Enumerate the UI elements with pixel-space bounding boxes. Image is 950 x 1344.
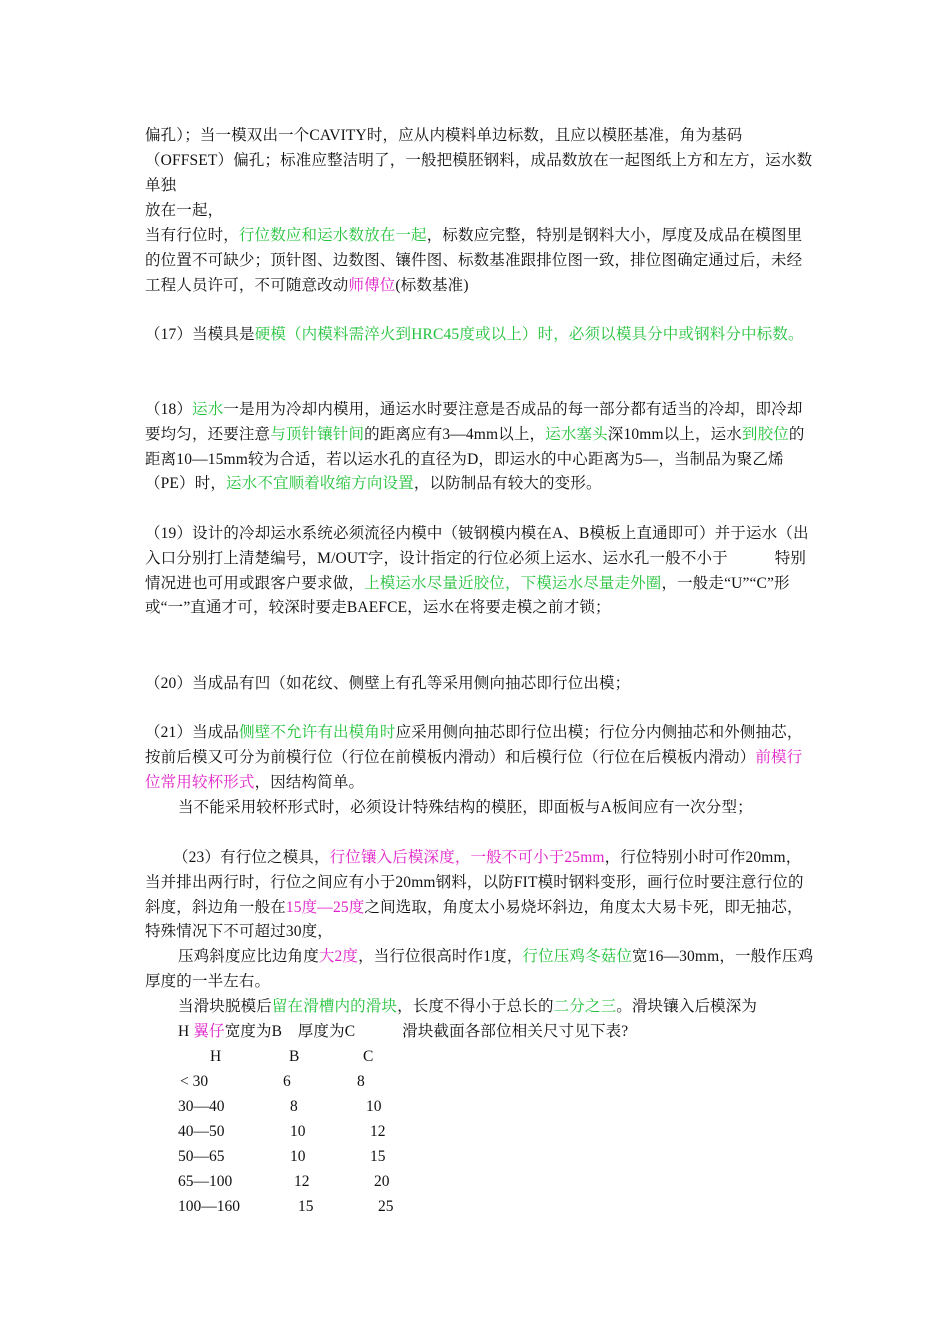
table-cell: 25 [378,1198,394,1215]
text-run: ，以防制品有较大的变形。 [413,475,602,493]
text-run: 运水塞头 [545,425,608,443]
table-cell: 12 [294,1173,310,1190]
text-run: 与顶针镶针间 [270,425,365,443]
table-cell: 65—100 [178,1173,233,1190]
table-cell: 6 [283,1073,291,1090]
text-run: 深10mm以上，运水 [607,425,742,443]
text-run: 大2度 [318,948,359,965]
text-run: 宽16—30mm，一般作压鸡厚度的一半左右。 [145,948,814,990]
paragraph-21 [145,721,815,795]
text-run: 一是用为冷却内模用，通运水时要注意是否成品的每一部分都有适当的冷却，即冷却要均匀，还要注意 [145,401,803,443]
paragraph-slider-numbering [145,224,815,298]
text-run: 上模运水尽量近胶位，下模运水尽量走外圈 [364,574,662,592]
text-run: 15度—25度 [285,898,365,916]
text-run: （21）当成品 [145,724,240,741]
paragraph-17 [145,323,815,348]
text-run: （18） [145,401,193,418]
paragraph-19 [145,522,815,621]
table-cell: 50—65 [178,1148,225,1165]
table-cell: 30—40 [178,1098,225,1115]
text-run: 硬模（内模料需淬火到HRC45度或以上）时，必须以模具分中或钢料分中标数。 [254,326,804,343]
text-run: 之间选取，角度太小易烧坏斜边，角度太大易卡死，即无抽芯，特殊情况下不可超过30度， [145,898,803,941]
table-cell: 100—160 [178,1198,240,1215]
text-run: 前模行位常用较杯形式 [145,748,803,791]
text-run: 压鸡斜度应比边角度 [178,948,319,965]
table-cell: 10 [290,1148,306,1165]
text-run: 的距离应有3—4mm以上， [364,425,546,443]
text-run: 留在滑槽内的滑块 [271,998,398,1015]
text-run: 的距离10—15mm较为合适，若以运水孔的直径为D，即运水的中心距离为5—，当制品为聚乙烯（PE）时， [145,425,805,493]
text-run: 二分之三 [553,998,617,1015]
text-run: 当不能采用较杯形式时，必须设计特殊结构的模胚，即面板与A板间应有一次分型； [178,799,753,816]
table-cell: 15 [298,1198,314,1215]
text-run: 师傅位 [348,276,396,294]
text-run: 应采用侧向抽芯即行位出模；行位分内侧抽芯和外侧抽芯，按前后模又可分为前模行位（行位在前模板内滑动）和后模行位（行位在后模板内滑动） [145,724,803,766]
paragraph-23 [145,846,815,945]
table-cell: < 30 [180,1073,209,1090]
table-cell: 40—50 [178,1123,225,1140]
table-cell: 20 [374,1173,390,1190]
text-run: 当滑块脱模后 [178,998,272,1015]
paragraph-21-cont [145,796,815,821]
text-run: 到胶位 [741,425,789,443]
table-cell: 10 [366,1098,382,1115]
paragraph-20 [145,672,815,697]
table-header-h: H [210,1048,222,1065]
text-run: ，因结构简单。 [254,773,365,791]
text-run: ，一般走“U”“C”形或“一”直通才可，较深时要走BAEFCE，运水在将要走模之前才锁； [145,574,790,617]
table-header-c: C [363,1048,374,1065]
text-run: （23）有行位之模具， [173,849,330,866]
text-run: 运水 [192,401,224,418]
table-cell: 15 [370,1148,386,1165]
paragraph-18 [145,398,815,497]
text-run: (标数基准) [395,276,469,294]
paragraph-23-dims [145,1020,815,1045]
text-run: H [178,1023,194,1040]
paragraph-intro [145,124,815,198]
paragraph-23-cont [145,945,815,995]
text-run: 行位数应和运水数放在一起 [238,227,427,244]
text-run: 当有行位时， [145,227,239,244]
table-cell: 8 [290,1098,298,1115]
text-run: （20）当成品有凹（如花纹、侧壁上有孔等采用侧向抽芯即行位出模； [145,675,631,692]
text-run: ，当行位很高时作1度， [358,948,523,965]
paragraph-intro-cont [145,199,815,224]
table-header-b: B [289,1048,300,1065]
text-run: 侧壁不允许有出模角时 [239,724,396,741]
text-run: 行位压鸡冬菇位 [522,948,633,965]
table-cell: 10 [290,1123,306,1140]
text-run: 运水不宜顺着收缩方向设置 [226,475,414,493]
text-run: ，行位特别小时可作20mm，当并排出两行时，行位之间应有小于20mm钢料，以防FIT模时钢料变形，画行位时要注意行位的斜度，斜边角一般在 [145,849,804,916]
text-run: 行位镶入后模深度，一般不可小于25mm [329,849,605,866]
text-run: （19）设计的冷却运水系统必须流径内模中（铍钢模内模在A、B模板上直通即可）并于运水（出入口分别打上清楚编号，M/OUT字，设计指定的行位必须上运水、运水孔一般不小于 特别情况进也可用或跟客户要求做， [145,525,809,592]
text-run: 。滑块镶入后模深为 [616,998,758,1015]
text-run: ，标数应完整，特别是钢料大小，厚度及成品在模图里的位置不可缺少；顶针图、边数图、镶件图、标数基准跟排位图一致，排位图确定通过后，未经工程人员许可，不可随意改动 [145,227,803,294]
text-run: ，长度不得小于总长的 [397,998,554,1015]
text-run: 放在一起， [145,202,224,219]
paragraph-23-slider [145,995,815,1020]
text-run: （17）当模具是 [145,326,255,343]
text-run: 宽度为B 厚度为C 滑块截面各部位相关尺寸见下表? [224,1023,629,1040]
text-run: 翼仔 [193,1023,225,1040]
table-cell: 12 [370,1123,386,1140]
text-run: 偏孔）；当一模双出一个CAVITY时，应从内模料单边标数，且应以模胚基准，角为基码（OFFSET）偏孔；标准应整洁明了，一般把模胚钢料，成品数放在一起图纸上方和左方，运水数单独 [145,127,813,194]
table-cell: 8 [357,1073,365,1090]
